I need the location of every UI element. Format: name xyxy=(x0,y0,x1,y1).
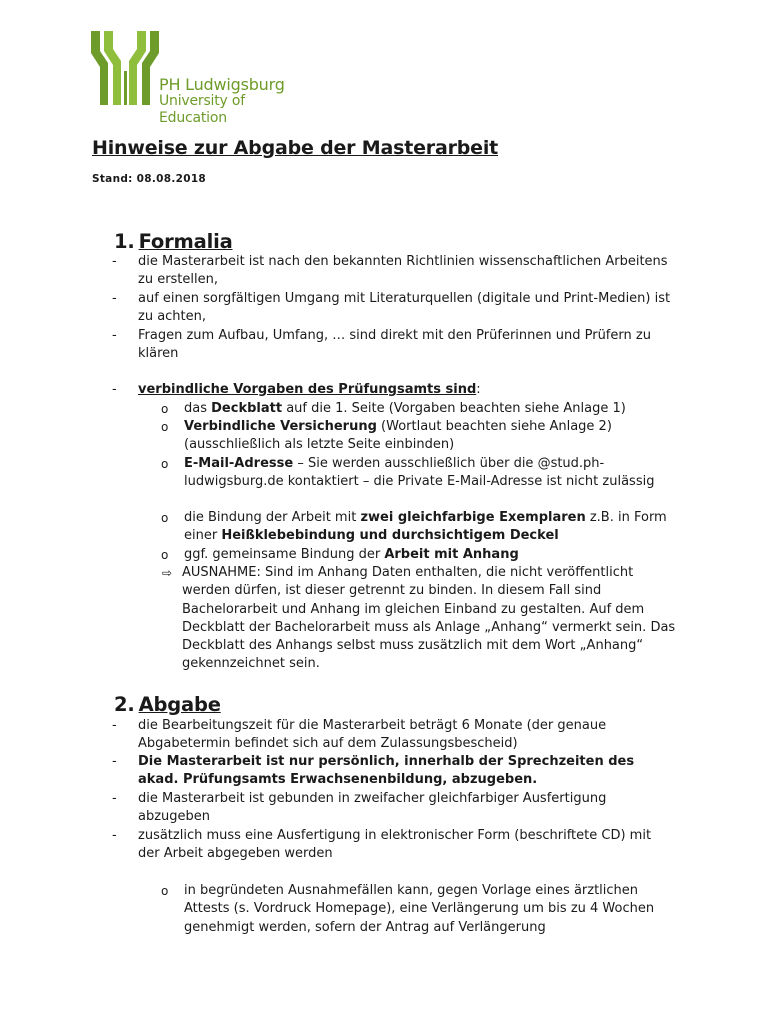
list-item xyxy=(112,253,672,290)
vorgaben-heading xyxy=(138,381,672,399)
sub-list-item-text xyxy=(184,509,681,546)
sub-list-item xyxy=(161,509,681,546)
logo-line2: University of Education xyxy=(159,93,245,126)
list-item-text: Die Masterarbeit ist nur persönlich, innerhalb der Sprechzeiten des akad. Prüfungsamts Erwachsenenbildung, abzugeben. xyxy=(138,754,635,788)
vorgaben-label: verbindliche Vorgaben des Prüfungsamts sind xyxy=(138,382,477,397)
list-item xyxy=(112,790,672,827)
text-run: auf die 1. Seite (Vorgaben beachten siehe Anlage 1) xyxy=(282,401,626,416)
text-run-bold: Deckblatt xyxy=(211,401,283,416)
text-run-bold: Arbeit mit Anhang xyxy=(384,547,519,562)
sub-list-item-text xyxy=(184,418,681,455)
document-date: Stand: 08.08.2018 xyxy=(92,173,207,185)
list-item xyxy=(112,753,672,790)
sub-list-item-text xyxy=(184,455,681,492)
sub-list-item-text: in begründeten Ausnahmefällen kann, gegen Vorlage eines ärztlichen Attests (s. Vordruck Homepage), eine Verlängerung um bis zu 4 Wochen genehmigt werden, sofern der Antrag auf Verlängerung xyxy=(184,883,655,935)
section-2-title: Abgabe xyxy=(138,693,221,716)
list-dash: - xyxy=(112,291,117,306)
list-dash: - xyxy=(112,828,117,843)
list-item xyxy=(112,290,672,327)
list-item-text: Fragen zum Aufbau, Umfang, … sind direkt mit den Prüferinnen und Prüfern zu klären xyxy=(138,328,651,362)
list-item-vorgaben xyxy=(112,381,672,399)
sub-list-marker: o xyxy=(161,402,169,416)
text-run-bold: E-Mail-Adresse xyxy=(184,456,294,471)
sub-list-item xyxy=(161,455,681,492)
sub-list-marker: o xyxy=(161,884,169,898)
text-run-bold: Verbindliche Versicherung xyxy=(184,419,377,434)
document-title: Hinweise zur Abgabe der Masterarbeit xyxy=(92,137,499,159)
list-item-text: auf einen sorgfältigen Umgang mit Literaturquellen (digitale und Print-Medien) ist zu achten, xyxy=(138,291,671,325)
list-item-text: die Masterarbeit ist nach den bekannten Richtlinien wissenschaftlichen Arbeitens zu erstellen, xyxy=(138,254,668,288)
list-item-text: zusätzlich muss eine Ausfertigung in elektronischer Form (beschriftete CD) mit der Arbeit abgegeben werden xyxy=(138,828,652,862)
section-2-heading xyxy=(114,693,221,716)
sub-list-marker: o xyxy=(161,457,169,471)
text-run: ggf. gemeinsame Bindung der xyxy=(184,547,385,562)
section-1-number: 1. xyxy=(114,230,135,253)
list-dash: - xyxy=(112,754,117,769)
list-item xyxy=(112,327,672,364)
section-1-heading xyxy=(114,230,233,253)
text-run: die Bindung der Arbeit mit xyxy=(184,510,361,525)
sub-list-item xyxy=(161,882,681,937)
ausnahme-text: AUSNAHME: Sind im Anhang Daten enthalten, die nicht veröffentlicht werden dürfen, ist dieser getrennt zu binden. In diesem Fall sind Bachelorarbeit und Anhang im gleichen Einband zu gestalten. Auf dem Deckblatt der Bachelorarbeit muss als Anlage „Anhang“ vermerkt sein. Das Deckblatt des Anhangs selbst muss zusätzlich mit dem Wort „Anhang“ gekennzeichnet sein. xyxy=(182,565,676,672)
ph-ludwigsburg-logo-mark-icon xyxy=(91,31,161,107)
list-dash: - xyxy=(112,254,117,269)
text-run-bold: zwei gleichfarbige Exemplaren xyxy=(360,510,586,525)
list-item xyxy=(112,717,672,754)
sub-list-marker: o xyxy=(161,511,169,525)
list-dash: - xyxy=(112,382,117,397)
ph-ludwigsburg-logo xyxy=(91,31,311,126)
text-run: – Sie werden ausschließlich über die @stud.ph-ludwigsburg.de kontaktiert – die Private E-Mail-Adresse ist nicht zulässig xyxy=(184,456,655,490)
sub-list-item xyxy=(161,546,681,564)
section-2-number: 2. xyxy=(114,693,135,716)
logo-line1: PH Ludwigsburg xyxy=(159,75,285,94)
text-run: z.B. in Form einer xyxy=(184,510,667,544)
sub-list-marker: o xyxy=(161,548,169,562)
list-dash: - xyxy=(112,791,117,806)
text-run-bold: Heißklebebindung und durchsichtigem Deckel xyxy=(221,528,559,544)
list-item-text: die Bearbeitungszeit für die Masterarbeit beträgt 6 Monate (der genaue Abgabetermin befindet sich auf dem Zulassungsbescheid) xyxy=(138,718,607,752)
sub-list-item-text xyxy=(184,400,681,418)
logo-wordmark xyxy=(159,76,311,127)
list-item xyxy=(112,827,672,864)
list-item-text: die Masterarbeit ist gebunden in zweifacher gleichfarbiger Ausfertigung abzugeben xyxy=(138,791,607,825)
arrow-right-icon: ⇨ xyxy=(162,566,173,580)
section-1-title: Formalia xyxy=(138,230,233,253)
list-dash: - xyxy=(112,718,117,733)
text-run: (Wortlaut beachten siehe Anlage 2) (ausschließlich als letzte Seite einbinden) xyxy=(184,419,612,453)
sub-list-item-text xyxy=(184,546,681,564)
sub-list-item xyxy=(161,418,681,455)
sub-list-item xyxy=(161,400,681,418)
ausnahme-note xyxy=(162,564,682,674)
vorgaben-colon: : xyxy=(476,382,481,397)
sub-list-marker: o xyxy=(161,420,169,434)
list-dash: - xyxy=(112,328,117,343)
text-run: das xyxy=(184,401,212,416)
